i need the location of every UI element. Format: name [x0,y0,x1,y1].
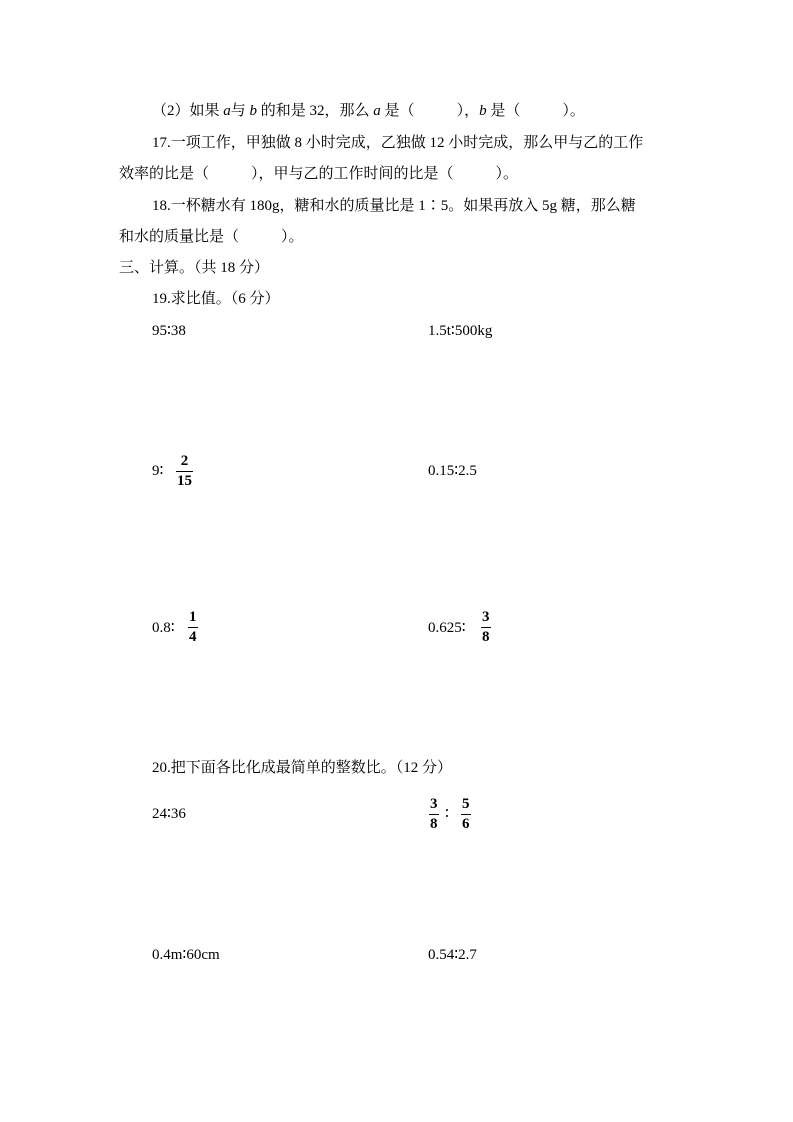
q19-expression-2: 1.5t∶500kg [428,323,493,339]
q20-fraction-5-6 [461,796,471,832]
question-16-part-2 [152,101,585,121]
q17-text-4: ）。 [495,166,519,182]
q16b-text-1: （2）如果 [152,103,224,119]
q18-text-2: 和水的质量比是（ [119,229,240,245]
q16b-text-6: 是（ [486,103,521,119]
q16b-text-5: ）， [456,103,480,119]
q19-fraction-3-8 [481,609,491,645]
q20-ratio-colon: ∶ [445,806,449,822]
question-20-title [152,758,452,778]
question-19-title [152,289,280,309]
q19-expression-3-left: 9∶ [152,463,164,479]
variable-a-2: a [373,103,381,119]
fraction-bar [176,471,193,472]
q17-text-3: ），甲与乙的工作时间的比是（ [251,166,454,182]
question-18-line-1 [152,196,636,216]
fraction-bar [429,814,439,815]
section-3-title: 三、计算。（共 18 分） [119,260,270,276]
q20-expression-4: 0.54∶2.7 [428,947,477,963]
fraction-denominator: 4 [189,629,197,645]
fraction-denominator: 15 [177,473,192,489]
q18-text-1: 18.一杯糖水有 180g，糖和水的质量比是 1∶5。如果再放入 5g 糖，那么糖 [152,198,636,214]
q19-title-text: 19.求比值。（6 分） [152,291,280,307]
question-18-line-2 [119,227,304,247]
q20-title-text: 20.把下面各比化成最简单的整数比。（12 分） [152,760,453,776]
variable-a: a [223,103,231,119]
fraction-numerator: 5 [462,796,470,812]
q19-expression-1: 95∶38 [152,323,186,339]
q18-text-3: ）。 [281,229,304,245]
variable-b-2: b [479,103,487,119]
variable-b: b [249,103,258,119]
q16b-text-7: ）。 [562,103,585,119]
fraction-bar [461,814,471,815]
q16b-text-3: 的和是 32，那么 [257,103,374,119]
section-3-heading [119,258,269,278]
fraction-numerator: 1 [189,609,197,625]
q17-text-1: 17.一项工作，甲独做 8 小时完成，乙独做 12 小时完成，那么甲与乙的工作 [152,135,644,151]
q17-text-2: 效率的比是（ [119,166,210,182]
fraction-denominator: 8 [482,629,490,645]
q16b-text-2: 与 [230,103,250,119]
question-17-line-2 [119,164,518,184]
q19-fraction-2-15 [176,453,193,489]
fraction-denominator: 6 [462,816,470,832]
q16b-text-4: 是（ [380,103,415,119]
fraction-numerator: 3 [430,796,438,812]
fraction-bar [188,627,198,628]
q20-fraction-3-8 [429,796,439,832]
q20-expression-3: 0.4m∶60cm [152,947,220,963]
fraction-denominator: 8 [430,816,438,832]
q19-expression-5-left: 0.8∶ [152,620,175,636]
fraction-bar [481,627,491,628]
q19-fraction-1-4 [188,609,198,645]
fraction-numerator: 3 [482,609,490,625]
question-17-line-1 [152,133,643,153]
q19-expression-6-left: 0.625∶ [428,620,466,636]
fraction-numerator: 2 [180,453,189,469]
q19-expression-4: 0.15∶2.5 [428,463,477,479]
q20-expression-1: 24∶36 [152,806,186,822]
